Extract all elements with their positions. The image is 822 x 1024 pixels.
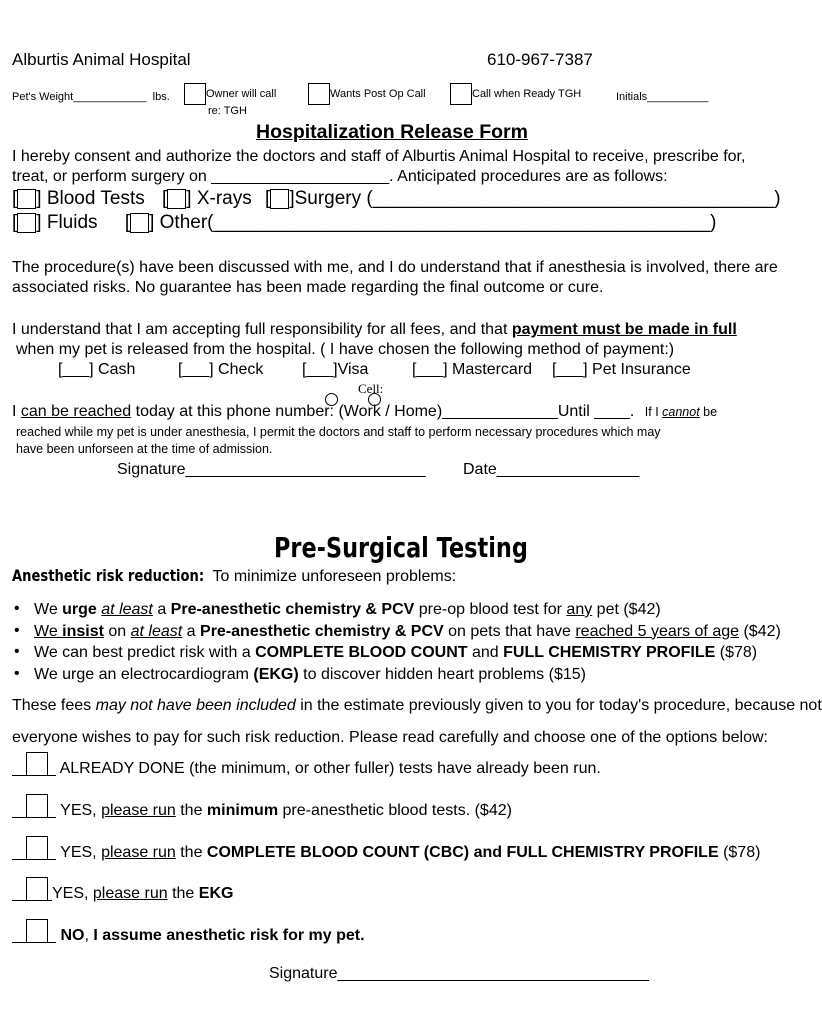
discussed-line-2: associated risks. No guarantee has been made regarding the final outcome or cure. <box>12 279 604 296</box>
release-title: Hospitalization Release Form <box>256 121 528 143</box>
other-checkbox[interactable] <box>130 213 149 233</box>
hospital-phone: 610-967-7387 <box>487 50 593 69</box>
call-ready-checkbox[interactable] <box>450 83 472 105</box>
fees-line-2: when my pet is released from the hospital. ( I have chosen the following method of payment:) <box>16 341 675 358</box>
presurgical-title: Pre-Surgical Testing <box>274 531 528 564</box>
bullet-1: • We urge at least a Pre-anesthetic chemistry & PCV pre-op blood test for any pet ($42) <box>12 599 781 621</box>
cell-label: Cell: <box>358 381 384 396</box>
payment-mastercard[interactable]: [___] Mastercard <box>412 361 533 378</box>
procedures-row-1: [ ] Blood Tests [ ] X-rays [ ]Surgery (______________________________________) <box>12 188 781 209</box>
release-date-field[interactable]: Date________________ <box>463 461 640 478</box>
blood-tests-checkbox[interactable] <box>17 189 36 209</box>
option-ekg: YES, please run the EKG <box>12 877 233 903</box>
minimum-checkbox[interactable] <box>26 794 48 818</box>
bullet-2: • We insist on at least a Pre-anesthetic chemistry & PCV on pets that have reached 5 years of age ($42) <box>12 621 781 643</box>
option-already-done: ALREADY DONE (the minimum, or other fuller) tests have already been run. <box>12 752 601 778</box>
fluids-checkbox[interactable] <box>17 213 36 233</box>
reach-line-3: have been unforseen at the time of admission. <box>16 442 273 456</box>
post-op-call-option: Wants Post Op Call <box>308 83 426 105</box>
option-minimum: YES, please run the minimum pre-anesthetic blood tests. ($42) <box>12 794 512 820</box>
release-signature-field[interactable]: Signature___________________________ <box>117 461 426 478</box>
reach-line-1: I can be reached today at this phone number: (Work / Home)_____________Until ____. If I cannot be <box>12 403 718 420</box>
cbc-checkbox[interactable] <box>26 836 48 860</box>
presurgical-signature-field[interactable]: Signature___________________________________ <box>269 965 649 982</box>
reach-line-2: reached while my pet is under anesthesia, I permit the doctors and staff to perform necessary procedures which may <box>16 425 661 439</box>
bullet-list <box>12 599 781 685</box>
pet-weight-field: Pet's Weight____________ lbs. <box>12 91 170 103</box>
owner-call-checkbox[interactable] <box>184 83 206 105</box>
post-op-checkbox[interactable] <box>308 83 330 105</box>
payment-check[interactable]: [___] Check <box>178 361 264 378</box>
no-checkbox[interactable] <box>26 919 48 943</box>
already-done-checkbox[interactable] <box>26 752 48 776</box>
option-cbc: YES, please run the COMPLETE BLOOD COUNT (CBC) and FULL CHEMISTRY PROFILE ($78) <box>12 836 760 862</box>
fees-note-line-2: everyone wishes to pay for such risk reduction. Please read carefully and choose one of the options below: <box>12 729 768 746</box>
consent-line-1: I hereby consent and authorize the doctors and staff of Alburtis Animal Hospital to receive, prescribe for, <box>12 148 746 165</box>
option-no: NO, I assume anesthetic risk for my pet. <box>12 919 365 945</box>
risk-reduction-line: Anesthetic risk reduction: To minimize unforeseen problems: <box>12 566 457 585</box>
xrays-checkbox[interactable] <box>167 189 186 209</box>
initials-field: Initials__________ <box>616 91 709 103</box>
payment-cash[interactable]: [___] Cash <box>58 361 136 378</box>
fees-note-line-1: These fees may not have been included in the estimate previously given to you for today's procedure, because not <box>12 697 822 714</box>
owner-call-option: Owner will call <box>184 83 276 105</box>
payment-visa[interactable]: [___]Visa <box>302 361 369 378</box>
call-ready-option: Call when Ready TGH <box>450 83 581 105</box>
consent-line-2: treat, or perform surgery on ____________________. Anticipated procedures are as follows: <box>12 168 668 185</box>
fees-line-1: I understand that I am accepting full responsibility for all fees, and that payment must be made in full <box>12 321 737 338</box>
bullet-4: • We urge an electrocardiogram (EKG) to discover hidden heart problems ($15) <box>12 664 781 686</box>
discussed-line-1: The procedure(s) have been discussed with me, and I do understand that if anesthesia is involved, there are <box>12 259 778 276</box>
bullet-3: • We can best predict risk with a COMPLETE BLOOD COUNT and FULL CHEMISTRY PROFILE ($78) <box>12 642 781 664</box>
ekg-checkbox[interactable] <box>26 877 48 901</box>
surgery-checkbox[interactable] <box>270 189 289 209</box>
payment-pet-insurance[interactable]: [___] Pet Insurance <box>552 361 691 378</box>
owner-call-line2: re: TGH <box>208 105 247 117</box>
hospital-name: Alburtis Animal Hospital <box>12 50 191 69</box>
procedures-row-2: [ ] Fluids [ ] Other(_______________________________________________) <box>12 212 717 233</box>
